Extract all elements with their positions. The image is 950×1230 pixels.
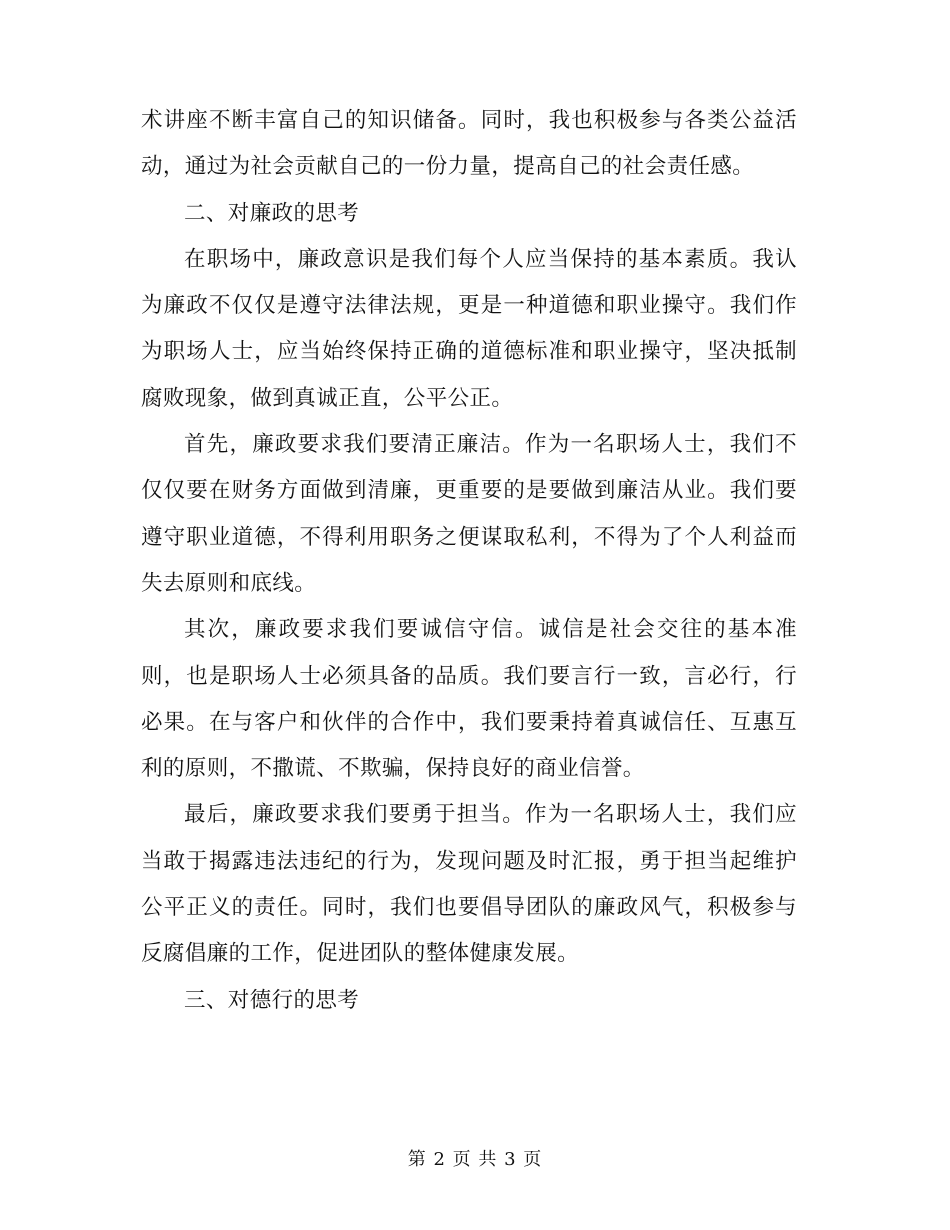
document-body [141,98,797,1024]
section-heading-integrity: 二、对廉政的思考 [184,200,360,226]
paragraph-integrity-second: 其次，廉政要求我们要诚信守信。诚信是社会交往的基本准则，也是职场人士必须具备的品质。我们要言行一致，言必行，行必果。在与客户和伙伴的合作中，我们要秉持着真诚信任、互惠互利的原则，不撒谎、不欺骗，保持良好的商业信誉。 [141,617,797,782]
paragraph-continuation: 术讲座不断丰富自己的知识储备。同时，我也积极参与各类公益活动，通过为社会贡献自己的一份力量，提高自己的社会责任感。 [141,108,797,180]
paragraph-integrity-last: 最后，廉政要求我们要勇于担当。作为一名职场人士，我们应当敢于揭露违法违纪的行为，发现问题及时汇报，勇于担当起维护公平正义的责任。同时，我们也要倡导团队的廉政风气，积极参与反腐倡廉的工作，促进团队的整体健康发展。 [141,802,797,967]
page-number-footer: 第 2 页 共 3 页 [407,1149,543,1170]
paragraph-integrity-first: 首先，廉政要求我们要清正廉洁。作为一名职场人士，我们不仅仅要在财务方面做到清廉，更重要的是要做到廉洁从业。我们要遵守职业道德，不得利用职务之便谋取私利，不得为了个人利益而失去原则和底线。 [141,432,797,596]
section-heading-virtue: 三、对德行的思考 [184,987,360,1013]
paragraph-integrity-intro: 在职场中，廉政意识是我们每个人应当保持的基本素质。我认为廉政不仅仅是遵守法律法规，更是一种道德和职业操守。我们作为职场人士，应当始终保持正确的道德标准和职业操守，坚决抵制腐败现象，做到真诚正直，公平公正。 [141,246,797,411]
